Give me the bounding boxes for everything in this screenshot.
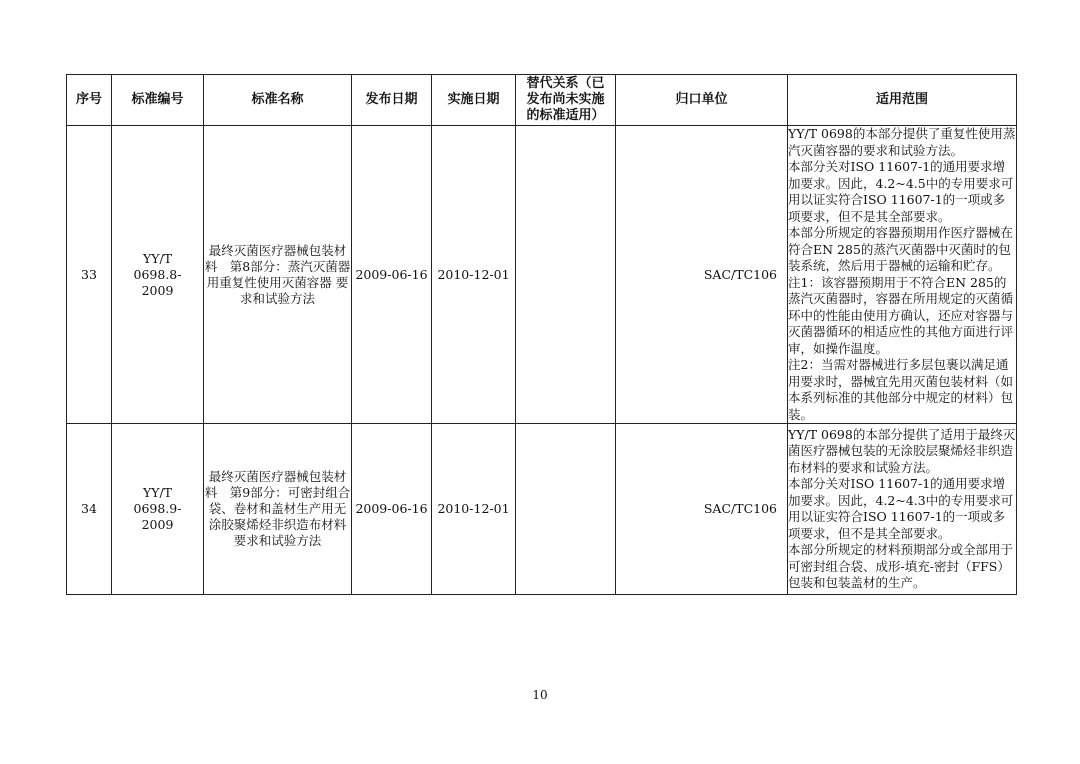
header-standard-name: 标准名称 [204, 75, 352, 126]
table-row [67, 424, 1017, 595]
standards-table [66, 74, 1017, 595]
scope-paragraph: YY/T 0698的本部分提供了适用于最终灭菌医疗器械包装的无涂胶层聚烯烃非织造布材料的要求和试验方法。 [788, 426, 1016, 475]
scope-note: 注2：当需对器械进行多层包裹以满足通用要求时，器械宜先用灭菌包装材料（如本系列标准的其他部分中规定的材料）包装。 [788, 357, 1014, 422]
cell-publish-date: 2009-06-16 [352, 424, 432, 595]
cell-seq: 34 [67, 424, 112, 595]
header-standard-number: 标准编号 [112, 75, 204, 126]
header-seq: 序号 [67, 75, 112, 126]
cell-seq: 33 [67, 126, 112, 424]
cell-publish-date: 2009-06-16 [352, 126, 432, 424]
scope-paragraph: 本部分关对ISO 11607-1的通用要求增加要求。因此，4.2~4.5中的专用要求可用以证实符合ISO 11607-1的一项或多项要求，但不是其全部要求。 [788, 159, 1014, 224]
header-row [67, 75, 1017, 126]
scope-paragraph: 本部分所规定的容器预期用作医疗器械在符合EN 285的蒸汽灭菌器中灭菌时的包装系统，然后用于器械的运输和贮存。 [788, 225, 1014, 273]
cell-standard-name: 最终灭菌医疗器械包装材料 第8部分：蒸汽灭菌器用重复性使用灭菌容器 要求和试验方法 [204, 126, 352, 424]
cell-replacement [516, 424, 616, 595]
cell-scope [788, 424, 1017, 595]
cell-implement-date: 2010-12-01 [432, 424, 516, 595]
cell-scope [788, 126, 1017, 424]
header-replacement: 替代关系（已发布尚未实施的标准适用） [516, 75, 616, 126]
cell-implement-date: 2010-12-01 [432, 126, 516, 424]
cell-standard-number: YY/T 0698.8-2009 [112, 126, 204, 424]
scope-paragraph: 本部分关对ISO 11607-1的通用要求增加要求。因此，4.2~4.3中的专用要求可用以证实符合ISO 11607-1的一项或多项要求，但不是其全部要求。 [788, 476, 1014, 541]
table-row [67, 126, 1017, 424]
header-implement-date: 实施日期 [432, 75, 516, 126]
cell-standard-name: 最终灭菌医疗器械包装材料 第9部分：可密封组合袋、卷材和盖材生产用无涂胶聚烯烃非织造布材料 要求和试验方法 [204, 424, 352, 595]
header-scope: 适用范围 [788, 75, 1017, 126]
cell-unit: SAC/TC106 [616, 424, 788, 595]
scope-paragraph: YY/T 0698的本部分提供了重复性使用蒸汽灭菌容器的要求和试验方法。 [788, 126, 1016, 158]
header-unit: 归口单位 [616, 75, 788, 126]
scope-note: 注1：该容器预期用于不符合EN 285的蒸汽灭菌器时，容器在所用规定的灭菌循环中的性能由使用方确认，还应对容器与灭菌器循环的相适应性的其他方面进行评审，如操作温度。 [788, 274, 1014, 356]
cell-unit: SAC/TC106 [616, 126, 788, 424]
page-number: 10 [532, 688, 548, 702]
scope-paragraph: 本部分所规定的材料预期部分或全部用于可密封组合袋、成形-填充-密封（FFS）包装和包装盖材的生产。 [788, 542, 1014, 590]
cell-standard-number: YY/T 0698.9-2009 [112, 424, 204, 595]
cell-replacement [516, 126, 616, 424]
header-publish-date: 发布日期 [352, 75, 432, 126]
